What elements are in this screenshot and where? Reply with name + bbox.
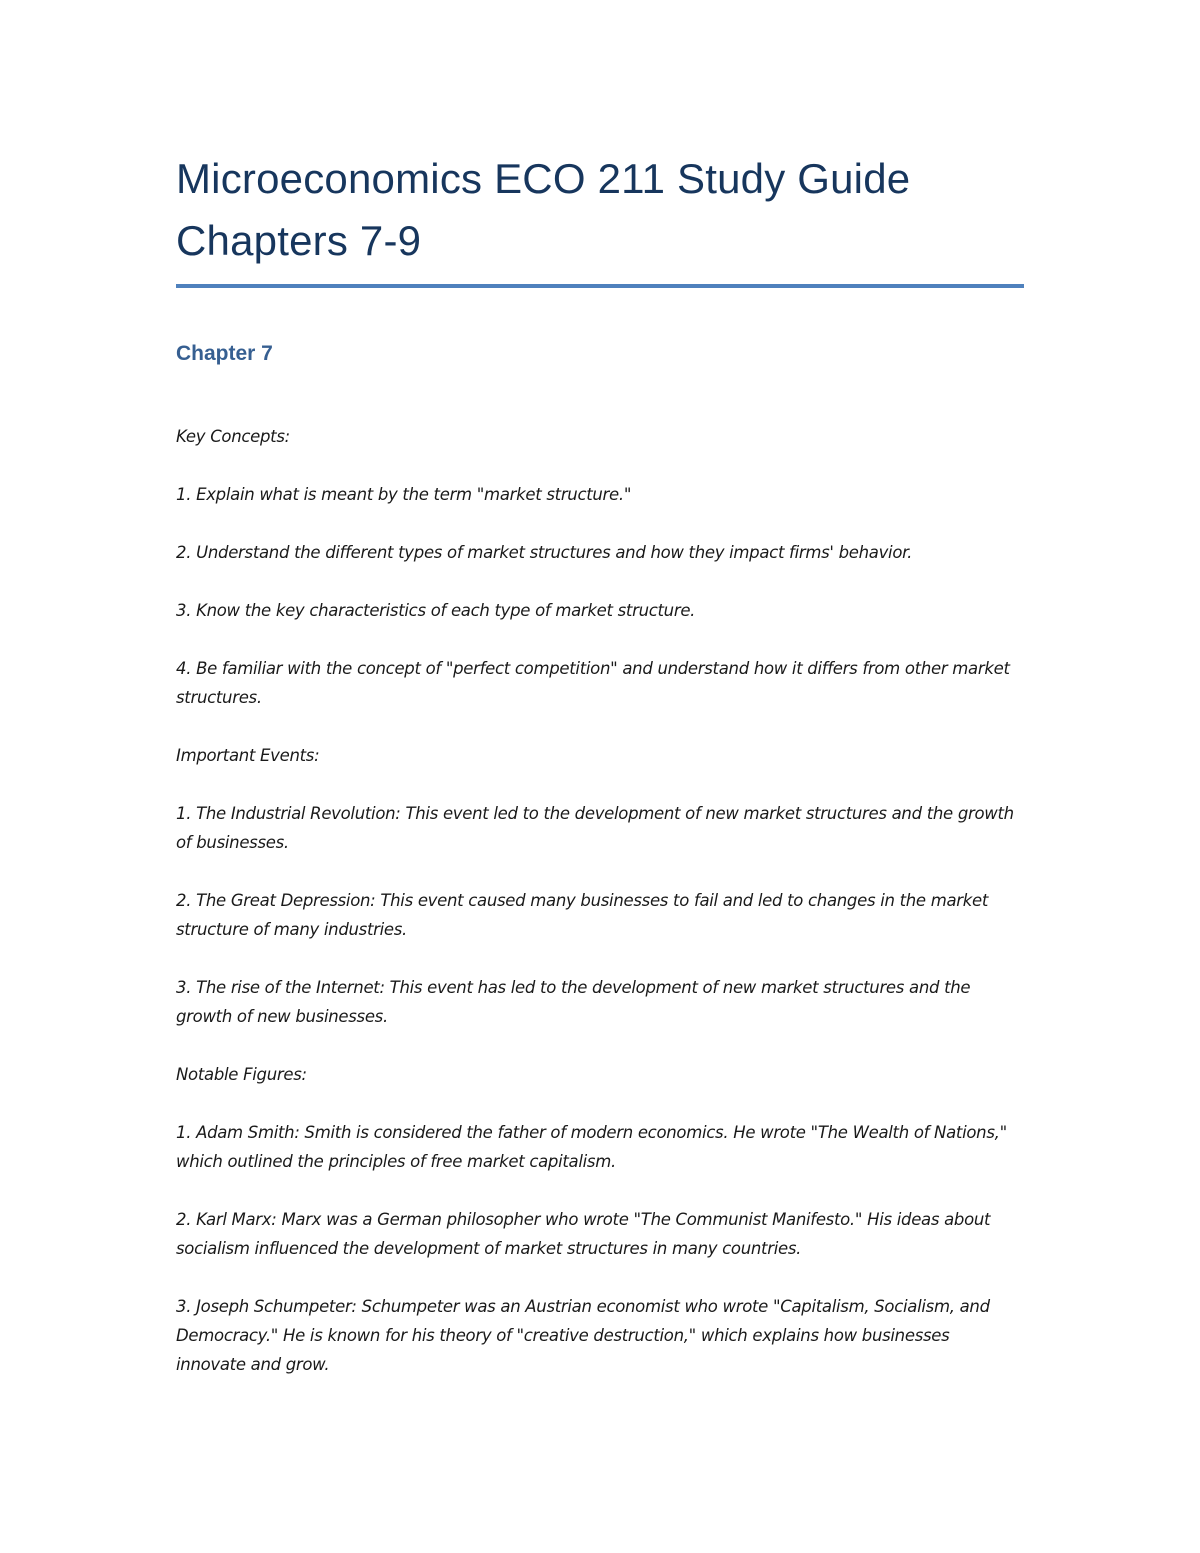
list-item: 4. Be familiar with the concept of "perfect competition" and understand how it differs from other market structures.	[176, 659, 1010, 707]
chapter-heading: Chapter 7	[176, 342, 273, 365]
section-label-notable-figures: Notable Figures:	[176, 1065, 307, 1084]
list-item: 2. The Great Depression: This event caused many businesses to fail and led to changes in the market structure of many industries.	[176, 891, 989, 939]
title-line-1: Microeconomics ECO 211 Study Guide	[176, 155, 911, 202]
section-label-key-concepts: Key Concepts:	[176, 427, 290, 446]
title-underline-rule	[176, 284, 1024, 288]
list-item: 3. The rise of the Internet: This event has led to the development of new market structures and the growth of new businesses.	[176, 978, 971, 1026]
title-line-2: Chapters 7-9	[176, 217, 422, 264]
list-item: 3. Know the key characteristics of each type of market structure.	[176, 601, 696, 620]
document-title	[176, 148, 1024, 272]
section-label-important-events: Important Events:	[176, 746, 320, 765]
document-content	[176, 148, 1024, 1408]
list-item: 1. The Industrial Revolution: This event led to the development of new market structures and the growth of businesses.	[176, 804, 1014, 852]
list-item: 1. Explain what is meant by the term "market structure."	[176, 485, 632, 504]
list-item: 1. Adam Smith: Smith is considered the father of modern economics. He wrote "The Wealth of Nations," which outlined the principles of free market capitalism.	[176, 1123, 1007, 1171]
list-item: 2. Understand the different types of market structures and how they impact firms' behavior.	[176, 543, 913, 562]
list-item: 3. Joseph Schumpeter: Schumpeter was an Austrian economist who wrote "Capitalism, Socialism, and Democracy." He is known for his theory of "creative destruction," which explains how businesses innovate and grow.	[176, 1297, 990, 1374]
chapter-body	[176, 422, 1024, 1379]
list-item: 2. Karl Marx: Marx was a German philosopher who wrote "The Communist Manifesto." His ideas about socialism influenced the development of market structures in many countries.	[176, 1210, 991, 1258]
